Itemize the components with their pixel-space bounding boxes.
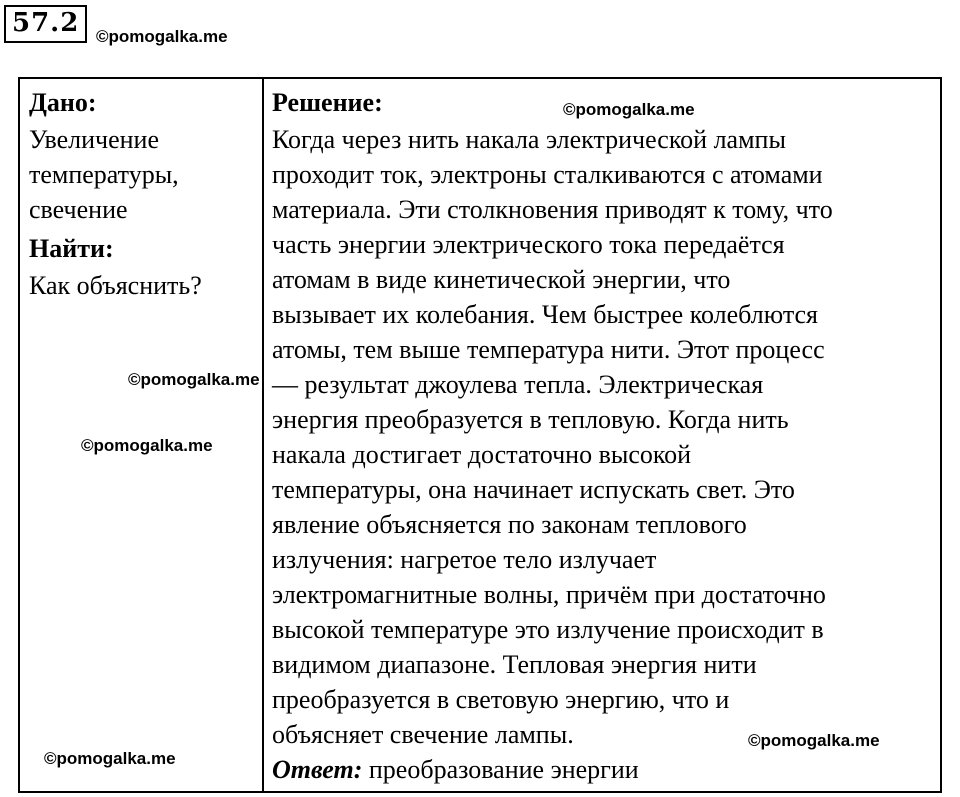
watermark: ©pomogalka.me (748, 731, 880, 750)
watermark: ©pomogalka.me (81, 436, 213, 455)
solution-table (18, 77, 942, 793)
watermark: ©pomogalka.me (563, 100, 695, 119)
watermark: ©pomogalka.me (128, 370, 260, 389)
given-text: Увеличение температуры, свечение (29, 125, 179, 224)
given-column (29, 85, 255, 303)
answer-text: преобразование энергии (368, 755, 639, 784)
watermark: ©pomogalka.me (44, 749, 176, 768)
header-watermark: ©pomogalka.me (96, 27, 228, 46)
problem-number: 57.2 (4, 5, 87, 43)
solution-text: Когда через нить накала электрической лампы проходит ток, электроны сталкиваются с атомами материала. Эти столкновения приводят к тому, что часть энергии электрического тока передаётся атомам в виде кинетической энергии, что вызывает их колебания. Чем быстрее колеблются атомы, тем выше температура нити. Этот процесс — результат джоулева тепла. Электрическая энергия преобразуется в тепловую. Когда нить накала достигает достаточно высокой температуры, она начинает испускать свет. Это явление объясняется по законам теплового излучения: нагретое тело излучает электромагнитные волны, причём при достаточно высокой температуре это излучение происходит в видимом диапазоне. Тепловая энергия нити преобразуется в световую энергию, что и объясняет свечение лампы. (272, 125, 833, 749)
column-divider (262, 79, 264, 791)
answer-line (272, 752, 940, 787)
answer-label: Ответ: (272, 755, 363, 784)
solution-column (272, 85, 940, 787)
solution-heading: Решение: (272, 88, 383, 117)
find-text: Как объяснить? (29, 271, 202, 300)
find-heading: Найти: (29, 234, 114, 263)
given-heading: Дано: (29, 88, 97, 117)
